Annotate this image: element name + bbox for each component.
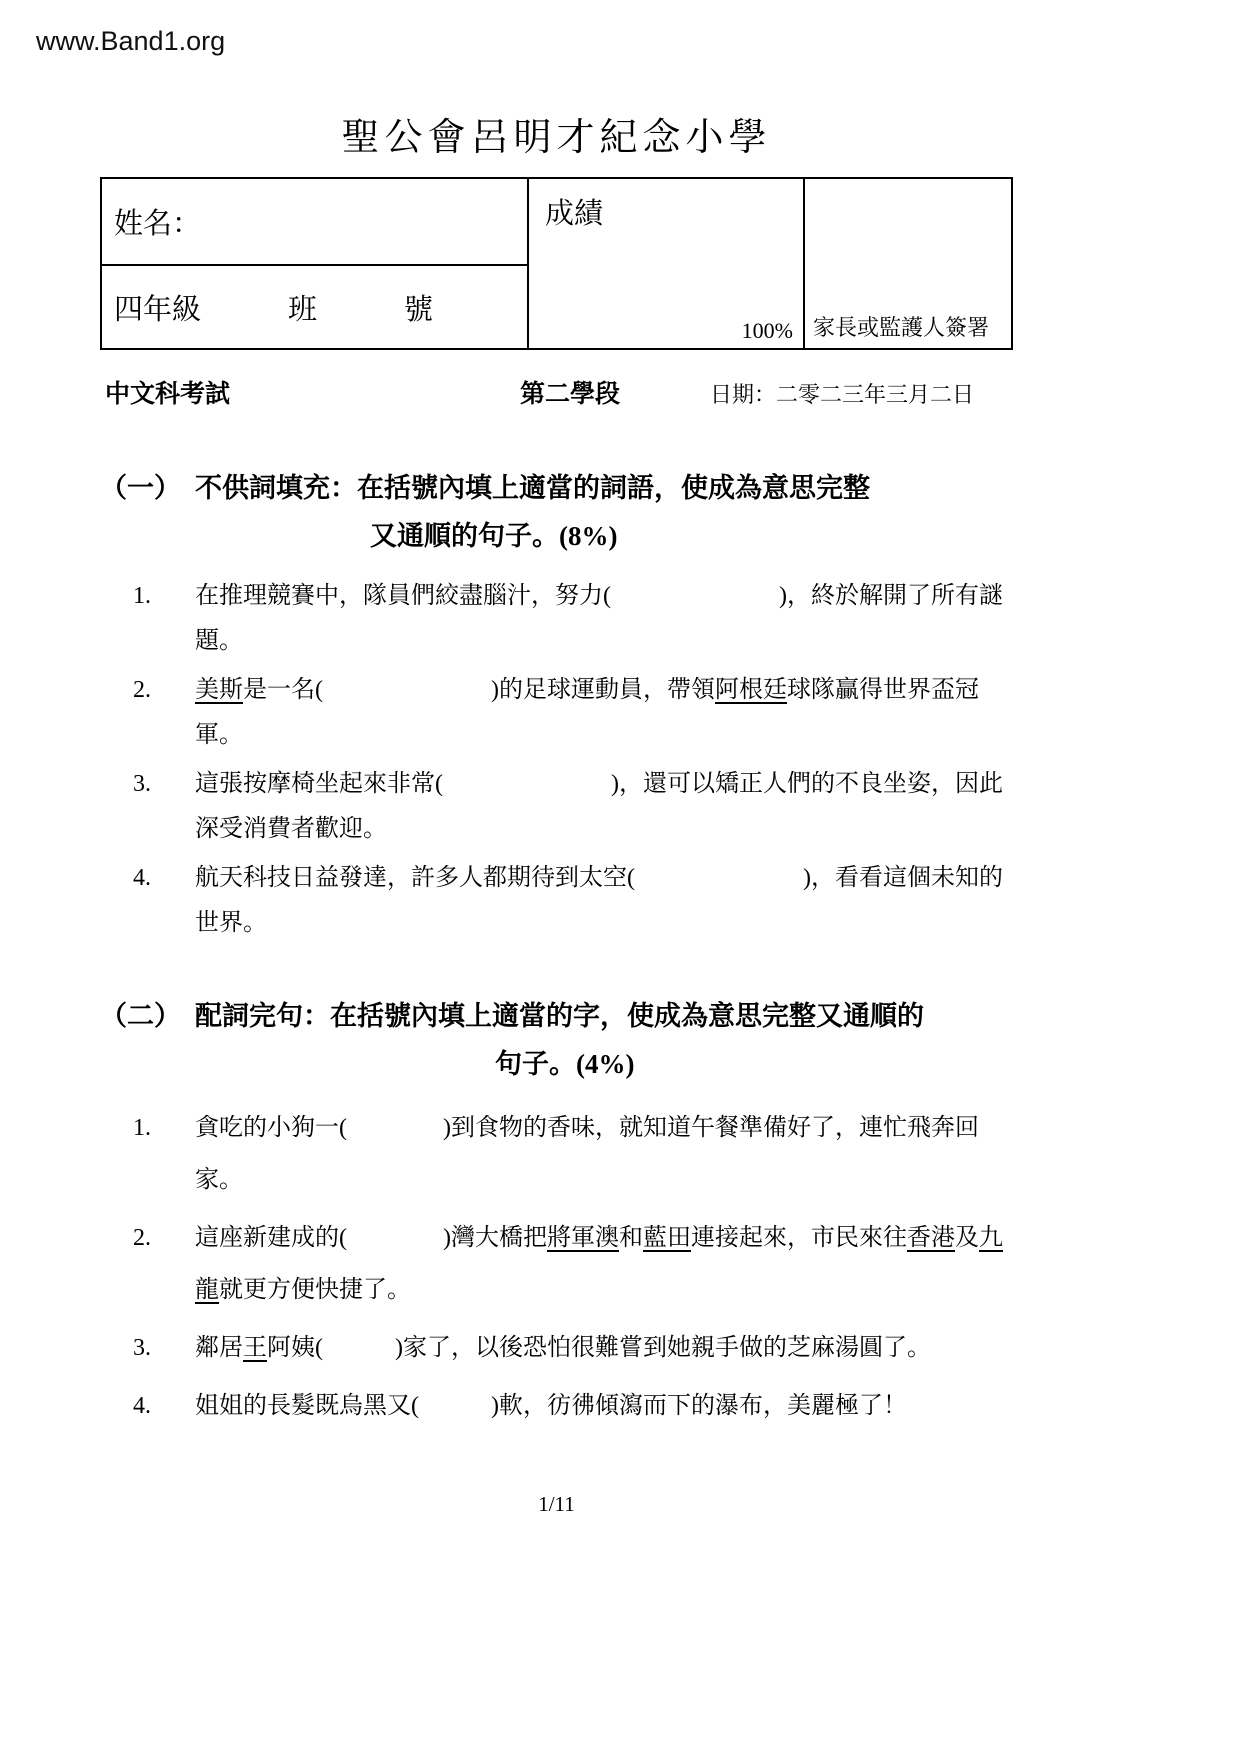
section-2-title [195, 992, 1013, 1088]
exam-date: 日期：二零二三年三月二日 [710, 382, 975, 407]
question-number: 3. [133, 1335, 151, 1361]
exam-meta-row [100, 372, 1013, 414]
section-2 [100, 992, 1013, 1432]
name-cell [102, 179, 527, 266]
score-total: 100% [741, 318, 793, 343]
question-number: 3. [133, 771, 151, 797]
question-number: 4. [133, 865, 151, 891]
question-text: 航天科技日益發達，許多人都期待到太空( )，看看這個未知的世界。 [195, 865, 1003, 936]
section-1-title [195, 464, 1013, 560]
question-number: 4. [133, 1393, 151, 1419]
question-row [100, 1380, 1013, 1432]
exam-term: 第二學段 [520, 381, 621, 408]
section-2-title-line2: 句子。(4%) [495, 1049, 635, 1079]
student-info-table [100, 177, 1013, 350]
question-text: 這座新建成的( )灣大橋把將軍澳和藍田連接起來，市民來往香港及九龍就更方便快捷了。 [195, 1225, 1003, 1303]
question-row [100, 1212, 1013, 1316]
question-text: 貪吃的小狗一( )到食物的香味，就知道午餐準備好了，連忙飛奔回家。 [195, 1115, 979, 1193]
section-1-number: （一） [100, 473, 181, 503]
score-label: 成績 [545, 198, 604, 230]
section-1-questions [100, 574, 1013, 946]
section-2-questions [100, 1102, 1013, 1432]
question-text: 這張按摩椅坐起來非常( )，還可以矯正人們的不良坐姿，因此深受消費者歡迎。 [195, 771, 1003, 842]
section-2-number: （二） [100, 1001, 181, 1031]
section-2-heading [100, 992, 1013, 1088]
section-1-heading [100, 464, 1013, 560]
page-number: 1/11 [538, 1492, 575, 1516]
school-title: 聖公會呂明才紀念小學 [341, 117, 772, 159]
question-number: 2. [133, 1225, 151, 1251]
question-number: 2. [133, 677, 151, 703]
question-text: 姐姐的長髮既烏黑又( )軟，彷彿傾瀉而下的瀑布，美麗極了！ [195, 1393, 907, 1419]
section-1 [100, 464, 1013, 946]
question-row [100, 1322, 1013, 1374]
question-row [100, 762, 1013, 852]
signature-cell [805, 179, 1011, 348]
question-text: 在推理競賽中，隊員們絞盡腦汁，努力( )，終於解開了所有謎題。 [195, 583, 1003, 654]
watermark-url: www.Band1.org [36, 26, 226, 56]
question-row [100, 574, 1013, 664]
class-number-label: 四年級 班 號 [114, 293, 434, 326]
question-text: 美斯是一名( )的足球運動員，帶領阿根廷球隊贏得世界盃冠軍。 [195, 677, 979, 748]
class-number-cell [102, 266, 527, 348]
question-row [100, 1102, 1013, 1206]
question-row [100, 856, 1013, 946]
name-label: 姓名： [114, 208, 202, 240]
question-text: 鄰居王阿姨( )家了，以後恐怕很難嘗到她親手做的芝麻湯圓了。 [195, 1335, 931, 1361]
student-info-column [102, 179, 529, 348]
signature-label: 家長或監護人簽署 [813, 315, 990, 340]
question-number: 1. [133, 583, 151, 609]
question-number: 1. [133, 1115, 151, 1141]
page-content [100, 0, 1013, 1438]
question-row [100, 668, 1013, 758]
section-2-title-line1: 配詞完句：在括號內填上適當的字，使成為意思完整又通順的 [195, 1001, 924, 1031]
section-1-title-line2: 又通順的句子。(8%) [370, 521, 618, 551]
score-cell [529, 179, 805, 348]
exam-subject: 中文科考試 [105, 381, 231, 408]
section-1-title-line1: 不供詞填充：在括號內填上適當的詞語，使成為意思完整 [195, 473, 870, 503]
